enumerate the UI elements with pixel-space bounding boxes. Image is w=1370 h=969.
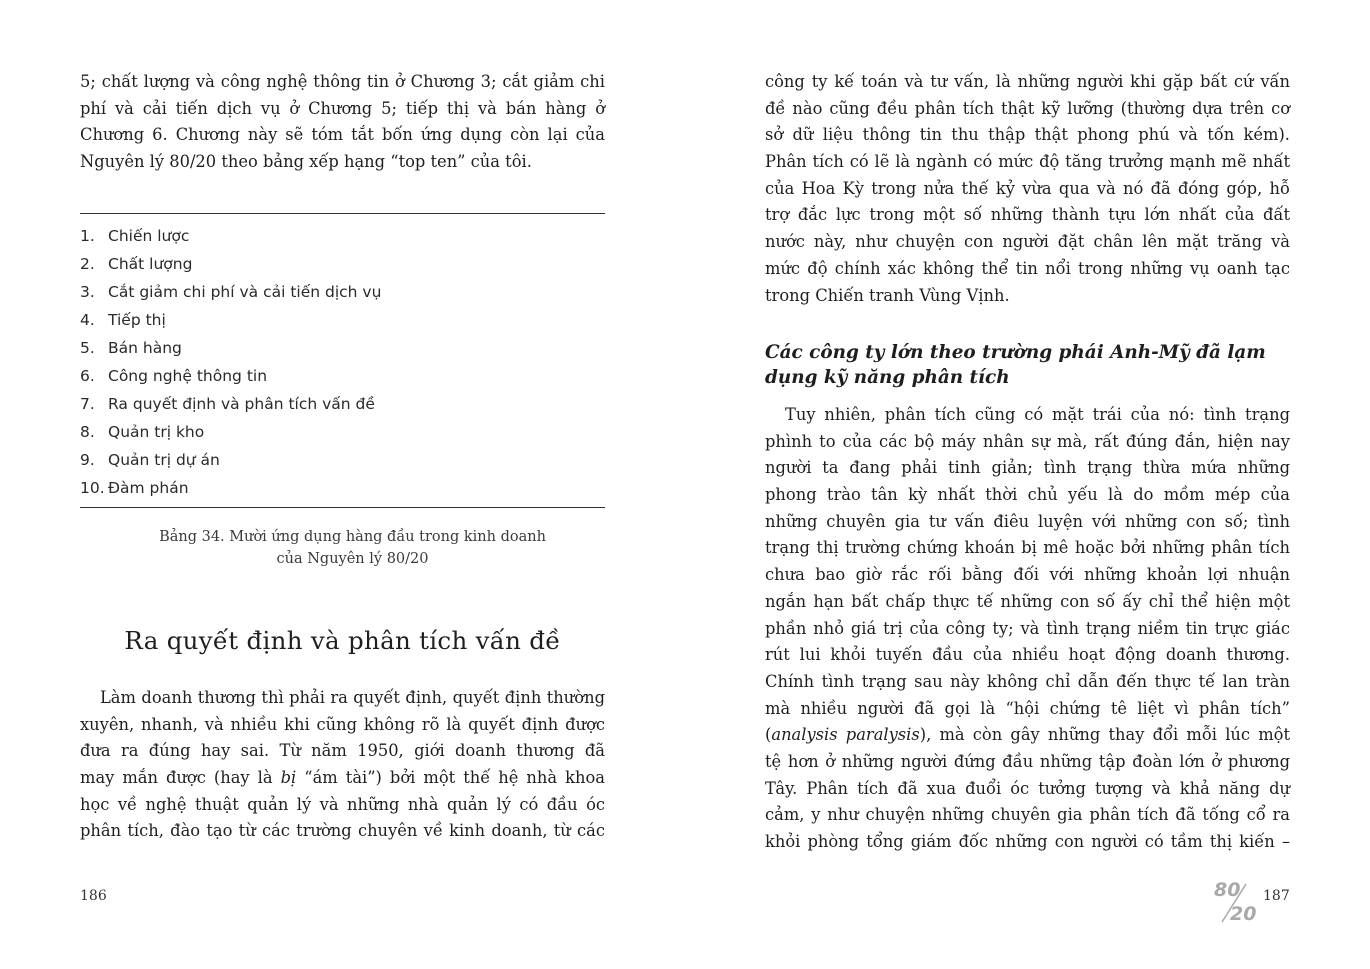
text-line: cảm, y như chuyện những chuyên gia phân tích đã tống cổ ra (765, 805, 1290, 825)
table-bottom-rule (80, 507, 605, 508)
text-line (80, 765, 605, 792)
text-line: phình to của các bộ máy nhân sự mà, rất đúng đắn, hiện nay (765, 431, 1290, 451)
list-number: 5. (80, 339, 95, 357)
section-heading: Ra quyết định và phân tích vấn đề (124, 626, 561, 655)
list-number: 4. (80, 311, 95, 329)
page-number: 186 (80, 888, 107, 904)
text-line: trạng thị trường chứng khoán bị mê hoặc bởi những phân tích (765, 538, 1290, 558)
text-line: Phân tích có lẽ là ngành có mức độ tăng trưởng mạnh mẽ nhất (765, 152, 1290, 172)
text-line: công ty kế toán và tư vấn, là những người khi gặp bất cứ vấn (765, 72, 1290, 91)
text-line: khỏi phòng tổng giám đốc những con người có tầm thị kiến – (765, 832, 1290, 851)
list-label: Bán hàng (108, 339, 182, 357)
list-item (80, 474, 605, 502)
list-number: 3. (80, 283, 95, 301)
list-label: Cắt giảm chi phí và cải tiến dịch vụ (108, 283, 382, 301)
list-label: Quản trị dự án (108, 451, 220, 469)
text-line: Làm doanh thương thì phải ra quyết định, quyết định thường (100, 688, 605, 707)
text-line: mức độ chính xác không thể tin nổi trong những vụ oanh tạc (765, 258, 1290, 278)
list-item (80, 306, 605, 334)
list-item (80, 278, 605, 306)
text-line: nước này, như chuyện con người đặt chân lên mặt trăng và (765, 232, 1290, 252)
text-line: ngắn hạn bất chấp thực tế những con số ấy chỉ thể hiện một (765, 591, 1290, 611)
text-line: đưa ra đúng hay sai. Từ năm 1950, giới doanh thương đã (80, 741, 605, 761)
text-line: phí và cải tiến dịch vụ ở Chương 5; tiếp thị và bán hàng ở (80, 98, 605, 118)
list-number: 6. (80, 367, 95, 385)
text-line: Chương 6. Chương này sẽ tóm tắt bốn ứng dụng còn lại của (80, 125, 605, 145)
subheading (765, 340, 1290, 390)
list-label: Chiến lược (108, 227, 190, 245)
list-item (80, 250, 605, 278)
text-line: 5; chất lượng và công nghệ thông tin ở Chương 3; cắt giảm chi (80, 72, 605, 91)
list-item (80, 222, 605, 250)
caption-line: của Nguyên lý 80/20 (276, 551, 429, 567)
list-number: 1. (80, 227, 95, 245)
text-line: Chính tình trạng sau này không chỉ dẫn đến thực tế lan tràn (765, 671, 1290, 691)
list-number: 2. (80, 255, 95, 273)
text-line: phần nhỏ giá trị của công ty; và tình trạng niềm tin trực giác (765, 618, 1290, 638)
list-label: Chất lượng (108, 255, 193, 273)
list-number: 7. (80, 395, 95, 413)
list-label: Đàm phán (108, 479, 189, 497)
text-line: của Hoa Kỳ trong nửa thế kỷ vừa qua và nó đã đóng góp, hỗ (765, 178, 1290, 198)
page-number: 187 (1263, 888, 1290, 904)
text-line: mà nhiều người đã gọi là “hội chứng tê liệt vì phân tích” (765, 698, 1290, 718)
body-paragraph (765, 402, 1290, 856)
list-label: Quản trị kho (108, 423, 205, 441)
list-item (80, 390, 605, 418)
text-line: học về nghệ thuật quản lý và những nhà quản lý có đầu óc (80, 794, 605, 814)
table-caption (80, 526, 625, 570)
text-line: xuyên, nhanh, và nhiều khi cũng không rõ là quyết định được (80, 714, 605, 734)
text-span: ), mà còn gây những thay đổi mỗi lúc một (919, 725, 1291, 745)
text-line: trong Chiến tranh Vùng Vịnh. (765, 285, 1010, 305)
list-number: 8. (80, 423, 95, 441)
list-item (80, 418, 605, 446)
list-item (80, 446, 605, 474)
list-label: Tiếp thị (108, 311, 166, 329)
text-span: “ám tài”) bởi một thế hệ nhà khoa (296, 768, 605, 788)
text-line: người ta đang phải tinh giản; tình trạng thừa mứa những (765, 458, 1290, 478)
text-line (765, 722, 1290, 749)
text-line: Nguyên lý 80/20 theo bảng xếp hạng “top ten” của tôi. (80, 152, 532, 172)
text-line: sở dữ liệu thông tin thu thập thật phong phú và tốn kém). (765, 125, 1290, 145)
subheading-line: Các công ty lớn theo trường phái Anh-Mỹ đã lạm (765, 342, 1266, 363)
body-paragraph (80, 685, 605, 845)
list-item (80, 362, 605, 390)
text-line: phân tích, đào tạo từ các trường chuyên về kinh doanh, từ các (80, 821, 605, 841)
list-number: 9. (80, 451, 95, 469)
right-page (685, 0, 1370, 969)
text-line: trợ đắc lực trong một số những thành tựu lớn nhất của đất (765, 205, 1290, 225)
list-number: 10. (80, 479, 105, 497)
italic-word: bị (280, 768, 297, 788)
table-top-rule (80, 213, 605, 214)
logo-text-top: 80 (1214, 879, 1241, 901)
logo-8020-icon (1212, 878, 1264, 924)
text-line: rút lui khỏi tuyến đầu của nhiều hoạt động doanh thương. (765, 645, 1290, 665)
logo-text-bottom: 20 (1230, 903, 1257, 924)
list-item (80, 334, 605, 362)
italic-phrase: analysis paralysis (771, 725, 920, 745)
text-span: may mắn được (hay là (80, 768, 281, 788)
text-span: ( (765, 725, 772, 745)
text-line: Tây. Phân tích đã xua đuổi óc tưởng tượng và khả năng dự (765, 778, 1290, 798)
ranking-list (80, 222, 605, 502)
list-label: Ra quyết định và phân tích vấn đề (108, 395, 375, 413)
body-paragraph (765, 69, 1290, 309)
caption-line: Bảng 34. Mười ứng dụng hàng đầu trong kinh doanh (159, 529, 546, 545)
text-line: phong trào tân kỳ nhất thời chủ yếu là do mồm mép của (765, 485, 1290, 505)
intro-paragraph (80, 69, 605, 176)
text-line: tệ hơn ở những người đứng đầu những tập đoàn lớn ở phương (765, 751, 1290, 771)
subheading-line: dụng kỹ năng phân tích (765, 367, 1010, 388)
text-line: chưa bao giờ rắc rối bằng đối với những khoản lợi nhuận (765, 565, 1290, 585)
text-line: Tuy nhiên, phân tích cũng có mặt trái của nó: tình trạng (785, 405, 1290, 424)
list-label: Công nghệ thông tin (108, 367, 268, 385)
text-line: đề nào cũng đều phân tích thật kỹ lưỡng (thường dựa trên cơ (765, 98, 1290, 118)
text-line: những chuyên gia tư vấn điêu luyện với những con số; tình (765, 511, 1290, 531)
